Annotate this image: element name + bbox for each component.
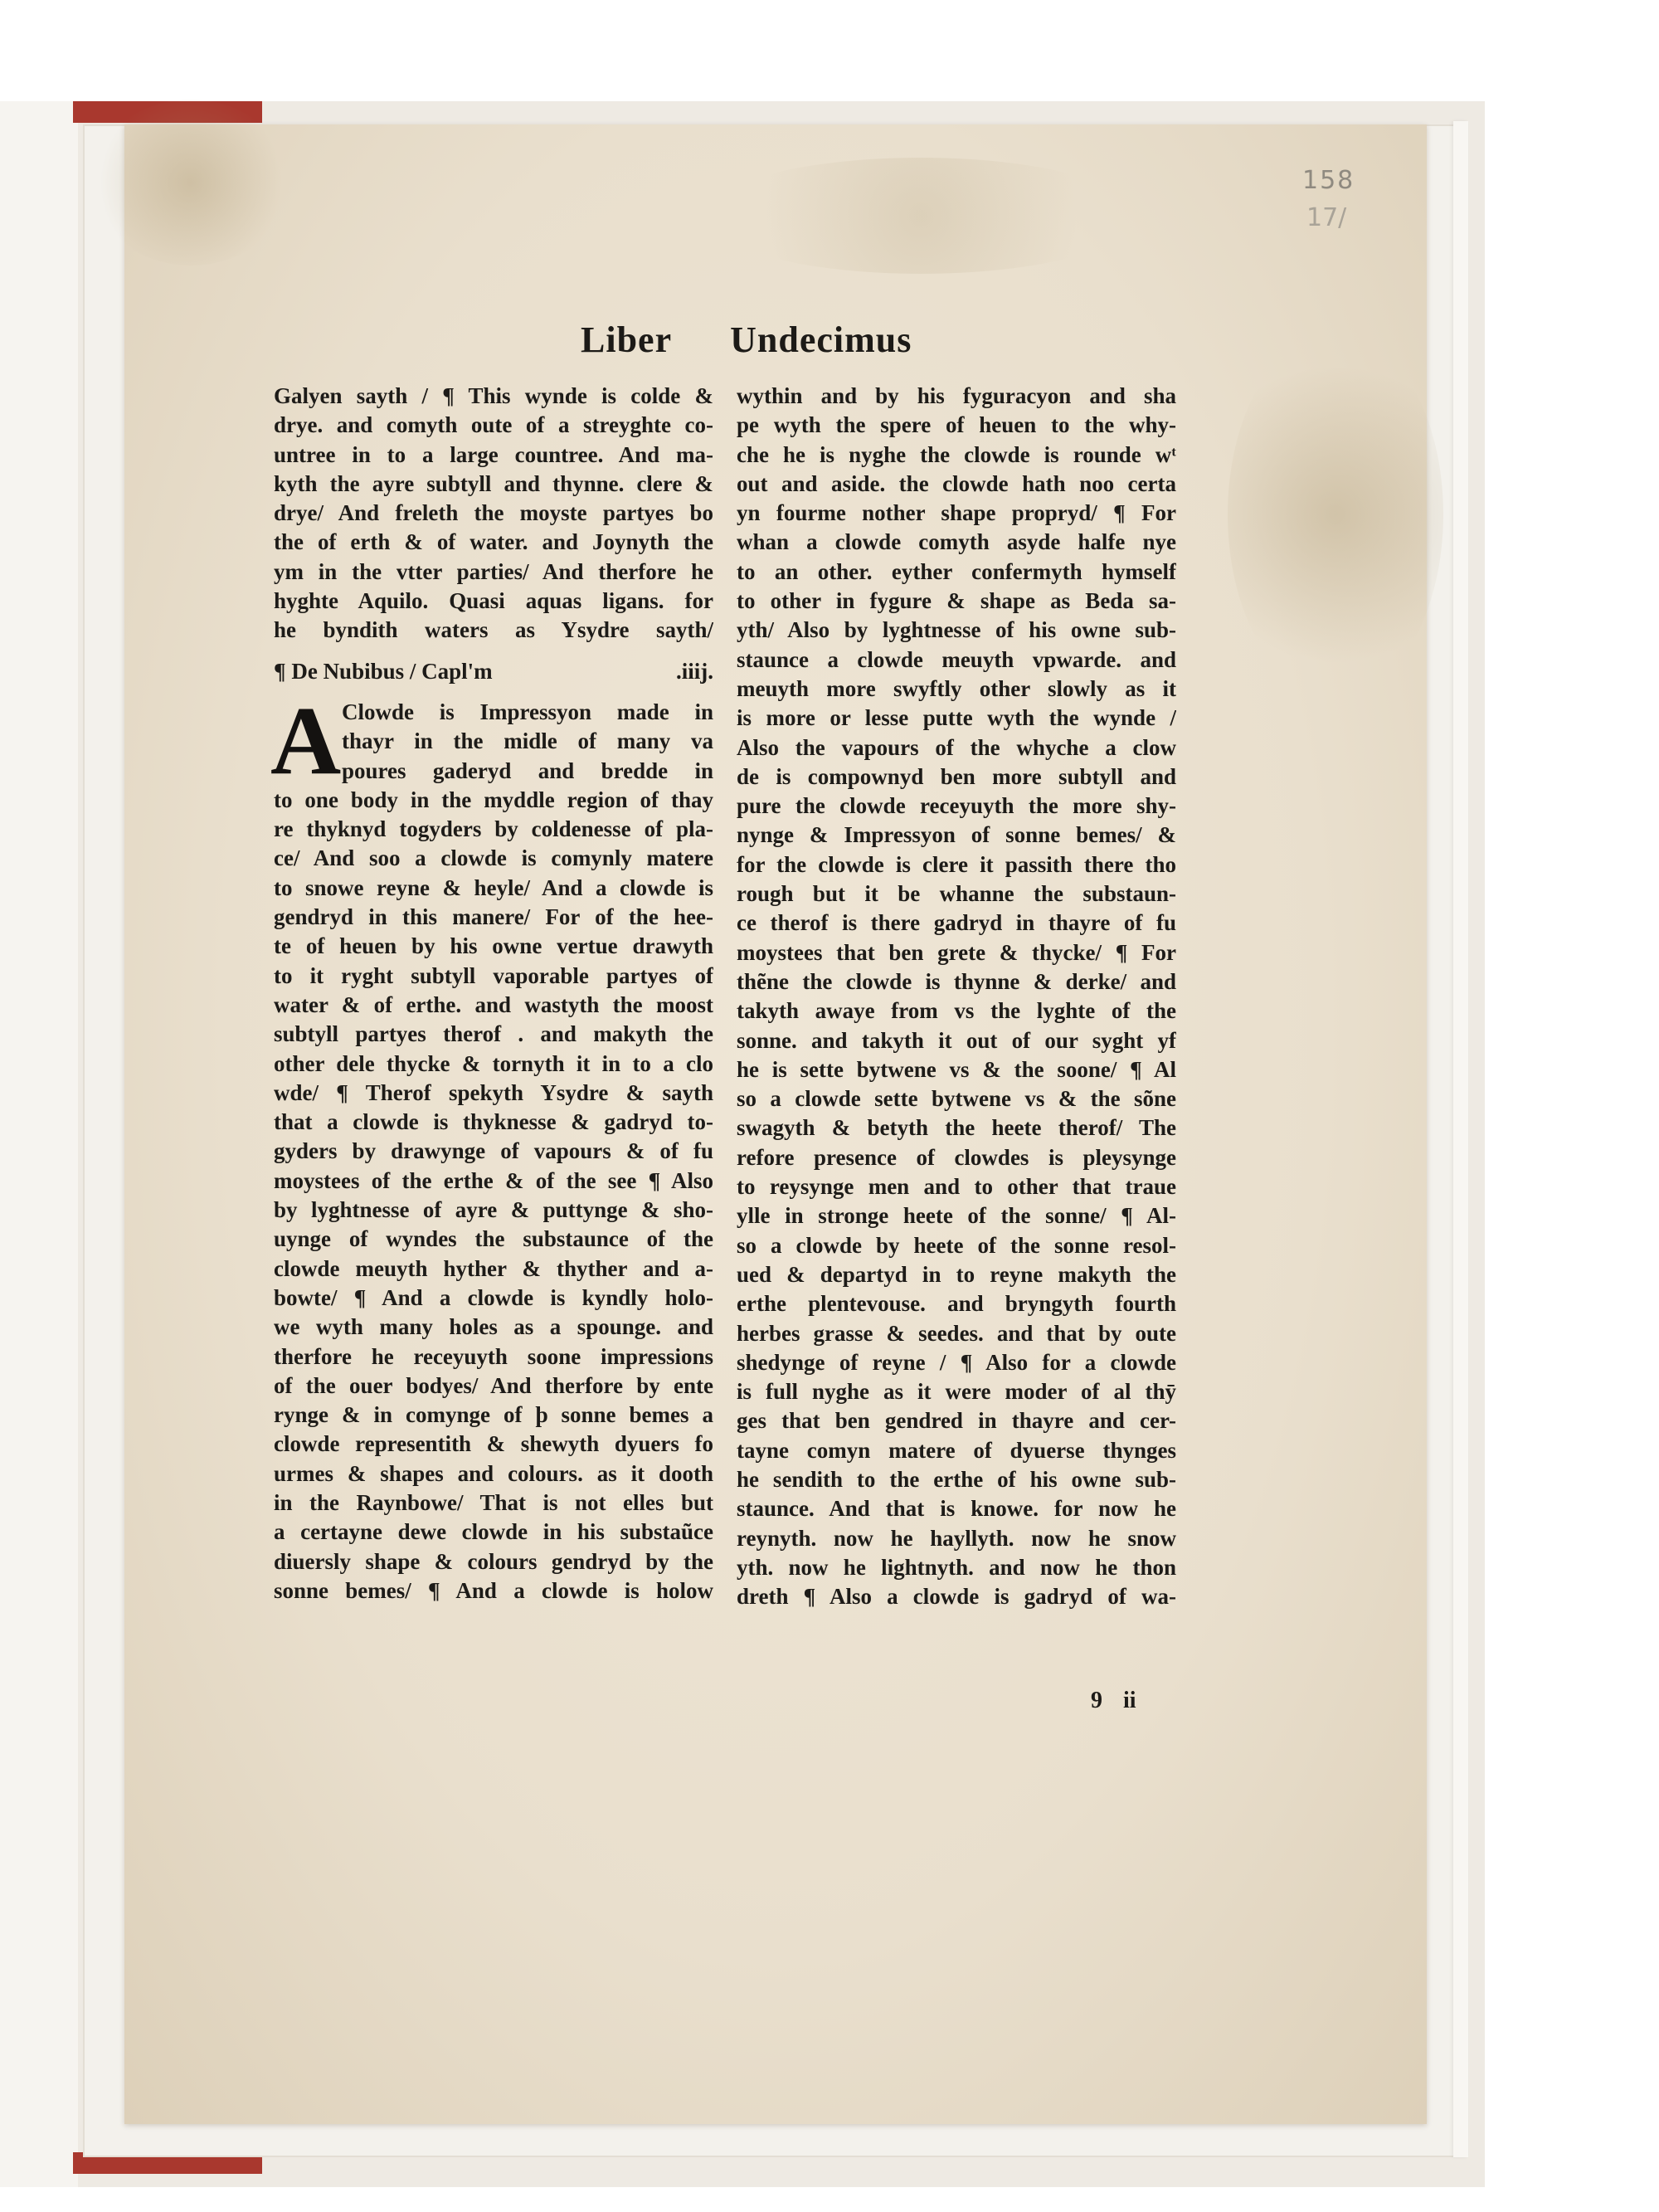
text-line: he is sette bytwene vs & the soone/ ¶ Al bbox=[737, 1056, 1176, 1082]
text-line: rough but it be whanne the substaun- bbox=[737, 881, 1176, 907]
left-column-opening bbox=[274, 382, 713, 646]
text-line: yth. now he lightnyth. and now he thon bbox=[737, 1554, 1176, 1580]
text-line: is more or lesse putte wyth the wynde / bbox=[737, 705, 1176, 731]
text-line: herbes grasse & seedes. and that by oute bbox=[737, 1320, 1176, 1346]
left-column bbox=[270, 382, 713, 1605]
text-line: to an other. eyther confermyth hymself bbox=[737, 558, 1176, 584]
text-line: bowte/ ¶ And a clowde is kyndly holo- bbox=[274, 1284, 713, 1310]
text-line: a certayne dewe clowde in his substaũce bbox=[274, 1519, 713, 1545]
running-head bbox=[581, 319, 1012, 361]
text-line: uynge of wyndes the substaunce of the bbox=[274, 1226, 713, 1252]
text-line: ce therof is there gadryd in thayre of fu bbox=[737, 910, 1176, 936]
text-line: takyth awaye from vs the lyghte of the bbox=[737, 998, 1176, 1024]
folder-left-panel bbox=[0, 101, 78, 2187]
text-line: he byndith waters as Ysydre sayth/ bbox=[274, 617, 713, 643]
text-line: clowde representith & shewyth dyuers fo bbox=[274, 1431, 713, 1457]
initial-paragraph bbox=[270, 685, 713, 795]
text-line: Also the vapours of the whyche a clow bbox=[737, 734, 1176, 760]
text-line: meuyth more swyftly other slowly as it bbox=[737, 675, 1176, 701]
decorated-initial: A bbox=[270, 685, 342, 795]
text-line: to one body in the myddle region of thay bbox=[274, 787, 713, 812]
text-line: yn fourme nother shape propryd/ ¶ For bbox=[737, 500, 1176, 526]
text-line: gyders by drawynge of vapours & of fu bbox=[274, 1138, 713, 1164]
text-line: nynge & Impressyon of sonne bemes/ & bbox=[737, 822, 1176, 848]
text-line: pure the clowde receyuyth the more shy- bbox=[737, 793, 1176, 819]
text-line: te of heuen by his owne vertue drawyth bbox=[274, 933, 713, 959]
text-line: clowde meuyth hyther & thyther and a- bbox=[274, 1255, 713, 1281]
text-line: rynge & in comynge of þ sonne bemes a bbox=[274, 1402, 713, 1428]
text-line: ued & departyd in to reyne makyth the bbox=[737, 1261, 1176, 1287]
foxing-stain bbox=[1228, 332, 1443, 697]
text-line: refore presence of clowdes is pleysynge bbox=[737, 1144, 1176, 1170]
text-line: that a clowde is thyknesse & gadryd to- bbox=[274, 1109, 713, 1135]
running-head-right: Undecimus bbox=[730, 319, 912, 360]
text-line: de is compownyd ben more subtyll and bbox=[737, 763, 1176, 789]
right-column bbox=[737, 382, 1176, 1611]
text-line: ce/ And soo a clowde is comynly matere bbox=[274, 845, 713, 871]
text-line: thẽne the clowde is thynne & derke/ and bbox=[737, 968, 1176, 994]
text-line: of the ouer bodyes/ And therfore by ente bbox=[274, 1372, 713, 1398]
chapter-heading bbox=[274, 657, 713, 686]
text-line: erthe plentevouse. and bryngyth fourth bbox=[737, 1291, 1176, 1317]
sleeve-edge bbox=[1453, 121, 1468, 2157]
pencil-foliation-secondary: 17/ bbox=[1306, 203, 1347, 232]
pencil-foliation: 158 bbox=[1302, 166, 1355, 195]
text-line: whan a clowde comyth asyde halfe nye bbox=[737, 529, 1176, 555]
text-line: staunce a clowde meuyth vpwarde. and bbox=[737, 646, 1176, 672]
text-line: we wyth many holes as a spounge. and bbox=[274, 1314, 713, 1340]
text-line: so a clowde by heete of the sonne resol- bbox=[737, 1232, 1176, 1258]
text-line: kyth the ayre subtyll and thynne. clere & bbox=[274, 470, 713, 496]
right-column-body bbox=[737, 382, 1176, 1611]
text-line: urmes & shapes and colours. as it dooth bbox=[274, 1460, 713, 1486]
text-line: Galyen sayth / ¶ This wynde is colde & bbox=[274, 383, 713, 408]
text-line: dreth ¶ Also a clowde is gadryd of wa- bbox=[737, 1584, 1176, 1610]
running-head-left: Liber bbox=[581, 319, 673, 360]
text-line: to reysynge men and to other that traue bbox=[737, 1174, 1176, 1200]
text-line: staunce. And that is knowe. for now he bbox=[737, 1496, 1176, 1522]
text-line: ges that ben gendred in thayre and cer- bbox=[737, 1408, 1176, 1434]
text-line: ym in the vtter parties/ And therfore he bbox=[274, 558, 713, 584]
text-line: moystees of the erthe & of the see ¶ Also bbox=[274, 1167, 713, 1193]
text-line: the of erth & of water. and Joynyth the bbox=[274, 529, 713, 555]
text-line: yth/ Also by lyghtnesse of his owne sub- bbox=[737, 617, 1176, 643]
text-line: gendryd in this manere/ For of the hee- bbox=[274, 904, 713, 930]
text-line: for the clowde is clere it passith there tho bbox=[737, 851, 1176, 877]
text-line: sonne bemes/ ¶ And a clowde is holow bbox=[274, 1577, 713, 1603]
text-line: reynyth. now he hayllyth. now he snow bbox=[737, 1525, 1176, 1551]
text-line: so a clowde sette bytwene vs & the sõne bbox=[737, 1086, 1176, 1112]
text-line: is full nyghe as it were moder of al thȳ bbox=[737, 1379, 1176, 1405]
text-line: subtyll partyes therof . and makyth the bbox=[274, 1021, 713, 1047]
text-line: che he is nyghe the clowde is rounde wᵗ bbox=[737, 441, 1176, 467]
text-line: drye. and comyth oute of a streyghte co- bbox=[274, 412, 713, 438]
text-line: by lyghtnesse of ayre & puttynge & sho- bbox=[274, 1197, 713, 1223]
text-line: pe wyth the spere of heuen to the why- bbox=[737, 412, 1176, 438]
text-line: ylle in stronge heete of the sonne/ ¶ Al- bbox=[737, 1203, 1176, 1229]
text-line: hyghte Aquilo. Quasi aquas ligans. for bbox=[274, 588, 713, 614]
text-line: swagyth & betyth the heete therof/ The bbox=[737, 1115, 1176, 1141]
text-line: shedynge of reyne / ¶ Also for a clowde bbox=[737, 1349, 1176, 1375]
text-line: sonne. and takyth it out of our syght yf bbox=[737, 1027, 1176, 1053]
text-line: out and aside. the clowde hath noo certa bbox=[737, 470, 1176, 496]
text-line: wde/ ¶ Therof spekyth Ysydre & sayth bbox=[274, 1079, 713, 1105]
text-line: poures gaderyd and bredde in bbox=[342, 758, 713, 783]
text-line: Clowde is Impressyon made in bbox=[342, 699, 713, 724]
text-line: diuersly shape & colours gendryd by the bbox=[274, 1548, 713, 1574]
chapter-title: ¶ De Nubibus / Capl'm bbox=[274, 658, 493, 684]
text-line: to snowe reyne & heyle/ And a clowde is bbox=[274, 875, 713, 900]
text-line: to other in fygure & shape as Beda sa- bbox=[737, 588, 1176, 614]
text-line: untree in to a large countree. And ma- bbox=[274, 441, 713, 467]
text-line: drye/ And freleth the moyste partyes bo bbox=[274, 500, 713, 526]
text-line: in the Raynbowe/ That is not elles but bbox=[274, 1489, 713, 1515]
text-line: thayr in the midle of many va bbox=[342, 728, 713, 754]
top-stain bbox=[705, 158, 1136, 274]
text-line: he sendith to the erthe of his owne sub- bbox=[737, 1466, 1176, 1492]
text-line: re thyknyd togyders by coldenesse of pla- bbox=[274, 816, 713, 842]
text-line: wythin and by his fyguracyon and sha bbox=[737, 383, 1176, 408]
text-line: moystees that ben grete & thycke/ ¶ For bbox=[737, 939, 1176, 965]
edge-stain bbox=[91, 100, 290, 266]
text-line: tayne comyn matere of dyuerse thynges bbox=[737, 1437, 1176, 1463]
left-column-body bbox=[274, 786, 713, 1605]
signature-mark: 9 ii bbox=[1091, 1688, 1136, 1713]
text-line: water & of erthe. and wastyth the moost bbox=[274, 992, 713, 1017]
text-line: therfore he receyuyth soone impressions bbox=[274, 1343, 713, 1369]
chapter-number: .iiij. bbox=[676, 658, 713, 684]
text-line: to it ryght subtyll vaporable partyes of bbox=[274, 962, 713, 988]
text-line: other dele thycke & tornyth it in to a clo bbox=[274, 1050, 713, 1076]
